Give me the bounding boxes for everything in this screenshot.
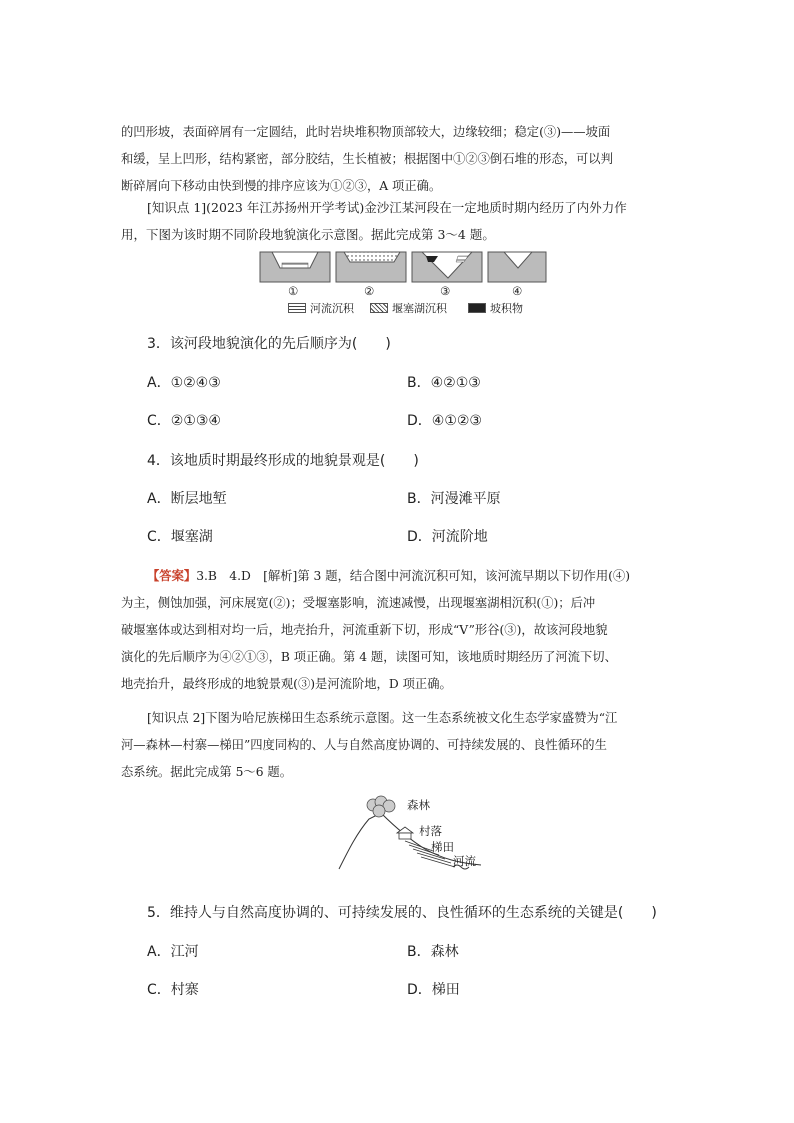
q3-option-d: D．④①②③ [407,413,482,429]
intro-line: 断碎屑向下移动由快到慢的排序应该为①②③，A 项正确。 [121,179,442,193]
panel-1 [260,252,330,282]
answer-line: 地壳抬升，最终形成的地貌景观(③)是河流阶地，D 项正确。 [121,677,452,691]
landform-evolution-figure [258,250,548,320]
panel-label: ④ [512,284,523,298]
intro-paragraph [121,119,681,200]
k2-line: 河—森林—村寨—梯田”四度同构的、人与自然高度协调的、可持续发展的、良性循环的生 [121,738,607,752]
question-3-stem: 3．该河段地貌演化的先后顺序为( ) [147,336,391,352]
panel-4 [488,252,546,282]
panel-label: ① [288,284,299,298]
answer-line: 演化的先后顺序为④②①③，B 项正确。第 4 题，读图可知，该地质时期经历了河流下切、 [121,650,617,664]
knowledge-point-1 [121,194,687,248]
k2-line: 态系统。据此完成第 5～6 题。 [121,765,293,779]
legend-river-sediment: 河流沉积 [288,300,354,316]
k1-line: [知识点 1](2023 年江苏扬州开学考试)金沙江某河段在一定地质时期内经历了内外力作 [147,200,627,215]
intro-line: 的凹形坡，表面碎屑有一定圆结，此时岩块堆积物顶部较大，边缘较细；稳定(③)——坡面 [121,125,611,139]
q4-option-a: A．断层地堑 [147,491,227,507]
label-river: 河流 [453,854,476,868]
legend-slope-deposit: 坡积物 [468,300,523,316]
forest-cloud-icon [367,796,395,817]
intro-line: 和缓，呈上凹形，结构紧密，部分胶结，生长植被；根据图中①②③倒石堆的形态，可以判 [121,152,613,166]
q4-option-b: B．河漫滩平原 [407,491,501,507]
label-village: 村落 [419,824,442,838]
q5-option-b: B．森林 [407,944,459,960]
k1-line: 用，下图为该时期不同阶段地貌演化示意图。据此完成第 3～4 题。 [121,227,495,242]
panel-label: ② [364,284,375,298]
q5-option-c: C．村寨 [147,982,199,998]
village-house-icon [397,827,413,839]
q5-option-d: D．梯田 [407,982,460,998]
label-forest: 森林 [407,798,430,812]
label-terrace: 梯田 [431,840,454,854]
panel-3 [412,252,482,282]
answer-line: 破堰塞体或达到相对均一后，地壳抬升，河流重新下切，形成“V”形谷(③)，故该河段地貌 [121,623,608,637]
question-5-stem: 5．维持人与自然高度协调的、可持续发展的、良性循环的生态系统的关键是( ) [147,905,657,921]
k2-line: [知识点 2]下图为哈尼族梯田生态系统示意图。这一生态系统被文化生态学家盛赞为“江 [147,711,618,725]
legend-lake-sediment: 堰塞湖沉积 [370,300,447,316]
q4-option-c: C．堰塞湖 [147,529,213,545]
q3-option-a: A．①②④③ [147,375,221,391]
diagonal-swatch-icon [370,303,388,313]
terrace-ecosystem-figure [335,793,485,873]
landform-panels [258,250,548,286]
solid-swatch-icon [468,303,486,313]
answer-paragraph [121,562,681,698]
hatch-swatch-icon [288,303,306,313]
answer-tag: 【答案】 [147,568,197,583]
panel-label: ③ [440,284,451,298]
answer-line: 3.B 4.D [解析]第 3 题，结合图中河流沉积可知，该河流早期以下切作用(④) [196,569,631,583]
question-4-stem: 4．该地质时期最终形成的地貌景观是( ) [147,453,419,469]
answer-line: 为主，侧蚀加强，河床展宽(②)；受堰塞影响，流速减慢，出现堰塞湖相沉积(①)；后冲 [121,596,596,610]
q5-option-a: A．江河 [147,944,199,960]
q4-option-d: D．河流阶地 [407,529,488,545]
q3-option-b: B．④②①③ [407,375,481,391]
panel-2 [336,252,406,282]
knowledge-point-2 [121,705,681,786]
q3-option-c: C．②①③④ [147,413,221,429]
